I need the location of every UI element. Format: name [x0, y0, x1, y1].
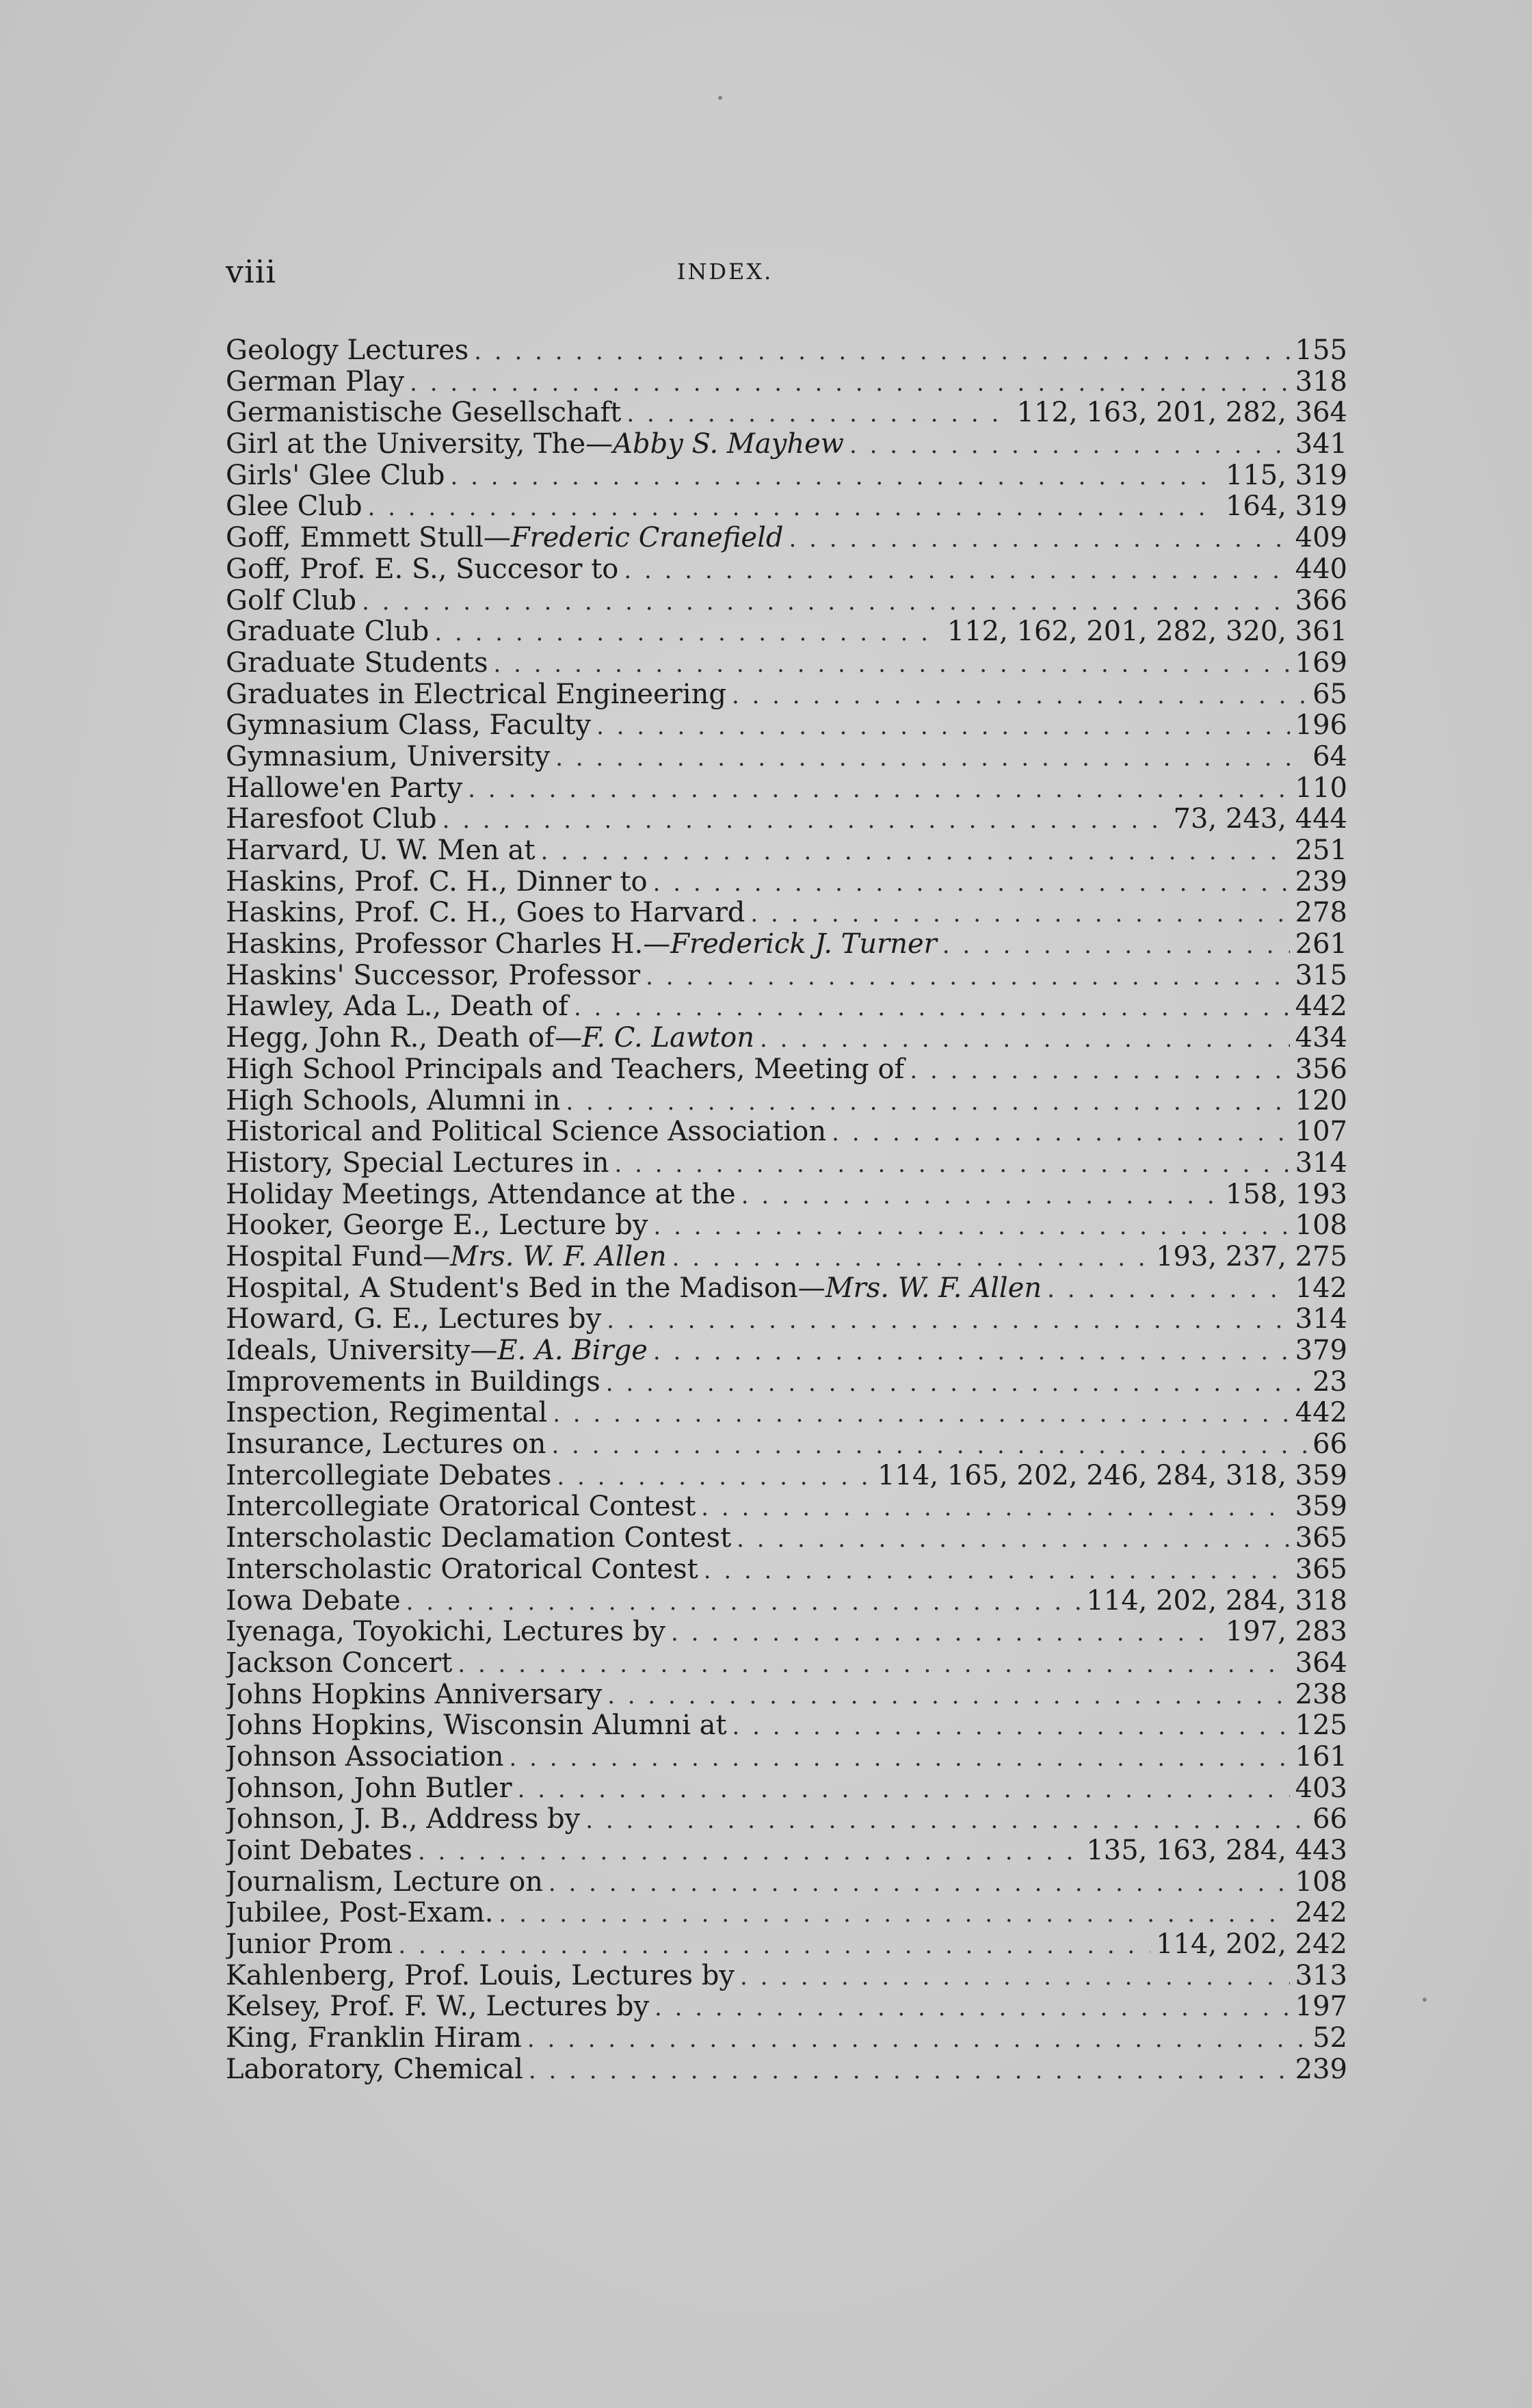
- entry-pages: 440: [1295, 553, 1347, 585]
- dot-leader: [596, 711, 1290, 742]
- dot-leader: [566, 1087, 1289, 1117]
- entry-subject: Hawley, Ada L., Death of: [226, 991, 568, 1023]
- dot-leader: [549, 1868, 1290, 1898]
- dot-leader: [750, 899, 1289, 929]
- entry-pages: 379: [1295, 1335, 1347, 1366]
- index-entry: [226, 1398, 1347, 1429]
- entry-subject: Haskins' Successor, Professor: [226, 960, 641, 991]
- dot-leader: [646, 962, 1290, 992]
- entry-subject: Historical and Political Science Association: [226, 1116, 827, 1148]
- dot-leader: [493, 649, 1289, 679]
- index-entry: [226, 1679, 1347, 1711]
- index-entry: [226, 429, 1347, 460]
- dot-leader: [474, 337, 1289, 367]
- entry-subject: Gymnasium, University: [226, 741, 551, 772]
- dot-leader: [398, 1931, 1150, 1961]
- index-entry: [226, 1116, 1347, 1148]
- entry-subject: Graduates in Electrical Engineering: [226, 679, 726, 710]
- dot-leader: [518, 1775, 1290, 1805]
- dot-leader: [732, 681, 1307, 711]
- index-entry: [226, 991, 1347, 1023]
- entry-pages: 239: [1295, 866, 1347, 898]
- index-entry: [226, 1773, 1347, 1805]
- entry-pages: 115, 319: [1225, 460, 1347, 491]
- dot-leader: [541, 837, 1290, 867]
- entry-subject: Hooker, George E., Lecture by: [226, 1210, 648, 1242]
- index-entry: [226, 1710, 1347, 1742]
- entry-title: [226, 554, 618, 586]
- index-entry: [226, 835, 1347, 867]
- entry-pages: 66: [1312, 1429, 1347, 1461]
- entry-pages: 107: [1295, 1116, 1347, 1148]
- entry-title: [226, 1804, 580, 1835]
- dot-leader: [418, 1837, 1081, 1867]
- dot-leader: [942, 930, 1290, 960]
- index-entry: [226, 491, 1347, 523]
- entry-title: [226, 867, 648, 898]
- entry-title: [226, 2023, 522, 2054]
- dot-leader: [732, 1712, 1290, 1742]
- entry-pages: 108: [1295, 1210, 1347, 1242]
- index-entry: [226, 460, 1347, 492]
- entry-subject: Girl at the University, The—: [226, 429, 613, 460]
- entry-subject: Johnson, J. B., Address by: [226, 1804, 581, 1835]
- index-entry: [226, 929, 1347, 960]
- entry-title: [226, 335, 468, 367]
- entry-title: [226, 1742, 504, 1773]
- entry-pages: 403: [1295, 1772, 1347, 1804]
- entry-pages: 364: [1295, 1647, 1347, 1679]
- index-entry: [226, 367, 1347, 398]
- entry-title: [226, 835, 536, 867]
- entry-title: [226, 1179, 736, 1211]
- entry-title: [226, 929, 937, 960]
- dot-leader: [737, 1524, 1290, 1554]
- entry-title: [226, 491, 362, 523]
- entry-subject: Graduate Students: [226, 647, 488, 679]
- dot-leader: [740, 1962, 1290, 1992]
- dot-leader: [510, 1743, 1290, 1773]
- dot-leader: [362, 587, 1290, 617]
- index-entry: [226, 898, 1347, 929]
- entry-title: [226, 1991, 649, 2023]
- entry-pages: 65: [1312, 679, 1347, 710]
- index-entry: [226, 648, 1347, 679]
- entry-title: [226, 679, 726, 711]
- entry-pages: 196: [1295, 710, 1347, 742]
- entry-subject: Ideals, University—: [226, 1335, 498, 1366]
- index-entry: [226, 960, 1347, 992]
- dot-leader: [406, 1587, 1081, 1617]
- index-entry: [226, 1367, 1347, 1398]
- entry-pages: 197: [1295, 1991, 1347, 2023]
- entry-title: [226, 1461, 551, 1492]
- entry-title: [226, 991, 568, 1023]
- entry-author: Mrs. W. F. Allen: [450, 1241, 667, 1272]
- index-entry: [226, 1961, 1347, 1992]
- dot-leader: [607, 1305, 1289, 1335]
- entry-pages: 442: [1295, 1398, 1347, 1429]
- entry-subject: Intercollegiate Oratorical Contest: [226, 1491, 696, 1523]
- entry-title: [226, 804, 437, 835]
- entry-pages: 239: [1295, 2054, 1347, 2085]
- dot-leader: [553, 1399, 1289, 1429]
- dot-leader: [410, 368, 1289, 398]
- entry-subject: Iyenaga, Toyokichi, Lectures by: [226, 1617, 666, 1648]
- entry-title: [226, 1398, 547, 1429]
- entry-subject: Improvements in Buildings: [226, 1366, 600, 1398]
- entry-subject: Germanistische Gesellschaft: [226, 397, 622, 429]
- entry-subject: Kelsey, Prof. F. W., Lectures by: [226, 1991, 650, 2023]
- entry-title: [226, 1961, 735, 1992]
- dot-leader: [789, 524, 1290, 554]
- index-entry: [226, 1586, 1347, 1617]
- entry-pages: 197, 283: [1225, 1617, 1347, 1648]
- scan-speck: [1423, 1998, 1427, 2002]
- entry-subject: Interscholastic Declamation Contest: [226, 1523, 732, 1554]
- index-entry: [226, 1148, 1347, 1179]
- running-head: INDEX.: [676, 259, 774, 285]
- index-entry: [226, 1429, 1347, 1461]
- index-entry: [226, 1086, 1347, 1117]
- entry-title: [226, 460, 445, 492]
- dot-leader: [760, 1024, 1290, 1054]
- entry-pages: 442: [1295, 991, 1347, 1023]
- entry-pages: 66: [1312, 1804, 1347, 1835]
- entry-title: [226, 1242, 667, 1273]
- index-entry: [226, 867, 1347, 898]
- dot-leader: [626, 399, 1011, 429]
- index-entry: [226, 1991, 1347, 2023]
- entry-title: [226, 648, 488, 679]
- dot-leader: [672, 1243, 1150, 1273]
- entry-pages: 114, 202, 284, 318: [1086, 1585, 1347, 1617]
- entry-title: [226, 1367, 600, 1398]
- dot-leader: [450, 462, 1219, 492]
- dot-leader: [615, 1149, 1290, 1179]
- dot-leader: [557, 1462, 872, 1492]
- entry-pages: 242: [1295, 1898, 1347, 1929]
- index-entry: [226, 804, 1347, 835]
- index-entry: [226, 2023, 1347, 2054]
- entry-subject: Johnson Association: [226, 1741, 504, 1772]
- entry-pages: 110: [1295, 772, 1347, 804]
- entry-subject: Intercollegiate Debates: [226, 1460, 552, 1491]
- index-entry: [226, 554, 1347, 586]
- entry-pages: 125: [1295, 1710, 1347, 1742]
- entry-title: [226, 1586, 401, 1617]
- entry-pages: 314: [1295, 1147, 1347, 1179]
- dot-leader: [434, 618, 941, 648]
- entry-title: [226, 1710, 727, 1742]
- entry-subject: Harvard, U. W. Men at: [226, 835, 536, 866]
- dot-leader: [607, 1681, 1289, 1711]
- entry-pages: 135, 163, 284, 443: [1086, 1835, 1347, 1866]
- entry-title: [226, 1648, 452, 1679]
- entry-subject: Geology Lectures: [226, 335, 469, 366]
- index-entry: [226, 1054, 1347, 1086]
- entry-title: [226, 1835, 412, 1867]
- entry-pages: 23: [1312, 1366, 1347, 1398]
- entry-pages: 366: [1295, 585, 1347, 616]
- entry-title: [226, 1773, 512, 1805]
- entry-title: [226, 898, 745, 929]
- entry-subject: German Play: [226, 366, 405, 397]
- entry-pages: 193, 237, 275: [1156, 1241, 1347, 1272]
- entry-pages: 169: [1295, 647, 1347, 679]
- entry-pages: 142: [1295, 1272, 1347, 1304]
- entry-pages: 73, 243, 444: [1173, 804, 1347, 835]
- index-entry: [226, 397, 1347, 429]
- index-entry: [226, 742, 1347, 773]
- entry-pages: 251: [1295, 835, 1347, 866]
- dot-leader: [368, 493, 1220, 523]
- dot-leader: [585, 1805, 1307, 1835]
- dot-leader: [701, 1493, 1289, 1523]
- entry-subject: Goff, Prof. E. S., Succesor to: [226, 553, 619, 585]
- entry-title: [226, 1116, 826, 1148]
- entry-pages: 114, 202, 242: [1156, 1929, 1347, 1961]
- index-entry: [226, 1648, 1347, 1679]
- dot-leader: [606, 1368, 1307, 1398]
- entry-pages: 434: [1295, 1023, 1347, 1054]
- entry-author: F. C. Lawton: [581, 1023, 754, 1054]
- index-entry: [226, 1929, 1347, 1961]
- index-entry: [226, 1273, 1347, 1305]
- entry-title: [226, 1335, 648, 1367]
- dot-leader: [468, 774, 1289, 804]
- entry-pages: 315: [1295, 960, 1347, 991]
- index-entry: [226, 1742, 1347, 1773]
- entry-pages: 278: [1295, 898, 1347, 929]
- dot-leader: [555, 743, 1307, 773]
- entry-subject: Glee Club: [226, 491, 362, 523]
- index-entry: [226, 1804, 1347, 1835]
- index-entry: [226, 1523, 1347, 1554]
- entry-subject: Interscholastic Oratorical Contest: [226, 1554, 698, 1585]
- dot-leader: [653, 1337, 1290, 1367]
- entry-title: [226, 1429, 546, 1461]
- entry-title: [226, 429, 844, 460]
- entry-subject: Haskins, Prof. C. H., Dinner to: [226, 866, 648, 898]
- entry-subject: Insurance, Lectures on: [226, 1429, 546, 1461]
- entry-subject: Howard, G. E., Lectures by: [226, 1304, 602, 1335]
- entry-author: Frederic Cranefield: [510, 523, 784, 554]
- entry-author: Abby S. Mayhew: [613, 429, 845, 460]
- dot-leader: [574, 993, 1290, 1023]
- index-entry: [226, 1898, 1347, 1929]
- entry-pages: 155: [1295, 335, 1347, 366]
- entry-title: [226, 397, 621, 429]
- entry-pages: 112, 162, 201, 282, 320, 361: [947, 616, 1347, 648]
- entry-subject: Iowa Debate: [226, 1585, 401, 1617]
- entry-title: [226, 1929, 393, 1961]
- entry-pages: 314: [1295, 1304, 1347, 1335]
- entry-title: [226, 1304, 601, 1335]
- entry-pages: 52: [1312, 2023, 1347, 2054]
- dot-leader: [499, 1899, 1290, 1929]
- entry-subject: Inspection, Regimental: [226, 1398, 548, 1429]
- entry-subject: High School Principals and Teachers, Meeting of: [226, 1054, 905, 1085]
- entry-subject: Joint Debates: [226, 1835, 412, 1866]
- entry-subject: Haresfoot Club: [226, 804, 437, 835]
- entry-title: [226, 1054, 904, 1086]
- entry-subject: Jackson Concert: [226, 1647, 453, 1679]
- entry-pages: 164, 319: [1225, 491, 1347, 523]
- index-entry: [226, 1242, 1347, 1273]
- entry-subject: Johns Hopkins Anniversary: [226, 1679, 603, 1710]
- dot-leader: [653, 1212, 1289, 1242]
- entry-title: [226, 616, 429, 648]
- dot-leader: [527, 2024, 1307, 2054]
- entry-subject: Graduate Club: [226, 616, 430, 648]
- entry-pages: 365: [1295, 1554, 1347, 1585]
- entry-subject: Johnson, John Butler: [226, 1772, 512, 1804]
- entry-subject: History, Special Lectures in: [226, 1147, 609, 1179]
- entry-subject: Hospital, A Student's Bed in the Madison—: [226, 1272, 826, 1304]
- entry-title: [226, 523, 784, 554]
- entry-title: [226, 1679, 602, 1711]
- entry-subject: Haskins, Prof. C. H., Goes to Harvard: [226, 898, 745, 929]
- index-entry: [226, 1023, 1347, 1054]
- entry-subject: Journalism, Lecture on: [226, 1866, 543, 1898]
- entry-title: [226, 1554, 698, 1586]
- entry-author: Frederick J. Turner: [670, 929, 937, 960]
- entry-pages: 158, 193: [1225, 1179, 1347, 1210]
- entry-title: [226, 1023, 754, 1054]
- index-entry: [226, 1491, 1347, 1523]
- page-number: viii: [226, 253, 277, 290]
- entry-subject: Hegg, John R., Death of—: [226, 1023, 582, 1054]
- entry-pages: 64: [1312, 741, 1347, 772]
- index-entry: [226, 1210, 1347, 1242]
- index-entry: [226, 710, 1347, 742]
- entry-pages: 318: [1295, 366, 1347, 397]
- index-entry: [226, 1335, 1347, 1367]
- index-entry: [226, 523, 1347, 554]
- index-entry: [226, 679, 1347, 711]
- dot-leader: [655, 1993, 1290, 2023]
- page-header: [226, 253, 1347, 294]
- dot-leader: [832, 1118, 1289, 1148]
- entry-pages: 114, 165, 202, 246, 284, 318, 359: [877, 1460, 1347, 1491]
- dot-leader: [443, 805, 1168, 835]
- entry-subject: King, Franklin Hiram: [226, 2023, 522, 2054]
- index-entry: [226, 1461, 1347, 1492]
- entry-subject: Jubilee, Post-Exam.: [226, 1898, 494, 1929]
- entry-subject: Kahlenberg, Prof. Louis, Lectures by: [226, 1960, 735, 1991]
- dot-leader: [653, 868, 1290, 898]
- entry-subject: Girls' Glee Club: [226, 460, 445, 491]
- index-entry: [226, 773, 1347, 804]
- entry-title: [226, 710, 591, 742]
- index-entry: [226, 1835, 1347, 1867]
- index-entry: [226, 335, 1347, 367]
- entry-pages: 108: [1295, 1866, 1347, 1898]
- entry-title: [226, 773, 462, 804]
- dot-leader: [458, 1649, 1289, 1679]
- entry-title: [226, 1898, 494, 1929]
- index-entry: [226, 1554, 1347, 1586]
- entry-pages: 341: [1295, 429, 1347, 460]
- entry-subject: Gymnasium Class, Faculty: [226, 710, 592, 742]
- entry-pages: 313: [1295, 1960, 1347, 1991]
- dot-leader: [624, 555, 1289, 586]
- entry-subject: High Schools, Alumni in: [226, 1085, 561, 1116]
- entry-subject: Johns Hopkins, Wisconsin Alumni at: [226, 1710, 727, 1742]
- dot-leader: [671, 1618, 1220, 1648]
- entry-pages: 356: [1295, 1054, 1347, 1085]
- dot-leader: [704, 1556, 1290, 1586]
- index-entry: [226, 586, 1347, 617]
- index-entry: [226, 1867, 1347, 1898]
- entry-title: [226, 960, 640, 992]
- scan-speck: [718, 96, 722, 100]
- dot-leader: [910, 1056, 1289, 1086]
- entry-title: [226, 1523, 731, 1554]
- entry-pages: 238: [1295, 1679, 1347, 1710]
- entry-title: [226, 1210, 648, 1242]
- entry-author: E. A. Birge: [497, 1335, 648, 1366]
- entry-pages: 365: [1295, 1523, 1347, 1554]
- entry-title: [226, 2054, 523, 2086]
- entry-title: [226, 1867, 543, 1898]
- entry-subject: Hospital Fund—: [226, 1241, 451, 1272]
- dot-leader: [741, 1181, 1220, 1211]
- entry-title: [226, 1148, 609, 1179]
- entry-author: Mrs. W. F. Allen: [825, 1272, 1042, 1304]
- index-entry: [226, 1179, 1347, 1211]
- index-entry: [226, 1617, 1347, 1648]
- dot-leader: [1047, 1274, 1290, 1305]
- entry-title: [226, 586, 356, 617]
- entry-pages: 161: [1295, 1741, 1347, 1772]
- entry-subject: Holiday Meetings, Attendance at the: [226, 1179, 736, 1210]
- entry-pages: 112, 163, 201, 282, 364: [1016, 397, 1347, 429]
- entry-title: [226, 742, 550, 773]
- entry-pages: 359: [1295, 1491, 1347, 1523]
- dot-leader: [529, 2056, 1290, 2086]
- entry-title: [226, 1086, 560, 1117]
- entry-subject: Goff, Emmett Stull—: [226, 523, 511, 554]
- dot-leader: [849, 430, 1290, 460]
- entry-subject: Hallowe'en Party: [226, 772, 463, 804]
- index-entry: [226, 2054, 1347, 2086]
- entry-title: [226, 1617, 665, 1648]
- entry-pages: 120: [1295, 1085, 1347, 1116]
- entry-subject: Haskins, Professor Charles H.—: [226, 929, 671, 960]
- entry-title: [226, 367, 404, 398]
- entry-title: [226, 1273, 1042, 1305]
- index-entries: [226, 335, 1347, 2086]
- entry-subject: Junior Prom: [226, 1929, 393, 1961]
- dot-leader: [551, 1430, 1307, 1461]
- entry-pages: 409: [1295, 523, 1347, 554]
- entry-subject: Golf Club: [226, 585, 357, 616]
- entry-pages: 261: [1295, 929, 1347, 960]
- entry-subject: Laboratory, Chemical: [226, 2054, 523, 2085]
- index-entry: [226, 1304, 1347, 1335]
- entry-title: [226, 1491, 696, 1523]
- index-entry: [226, 616, 1347, 648]
